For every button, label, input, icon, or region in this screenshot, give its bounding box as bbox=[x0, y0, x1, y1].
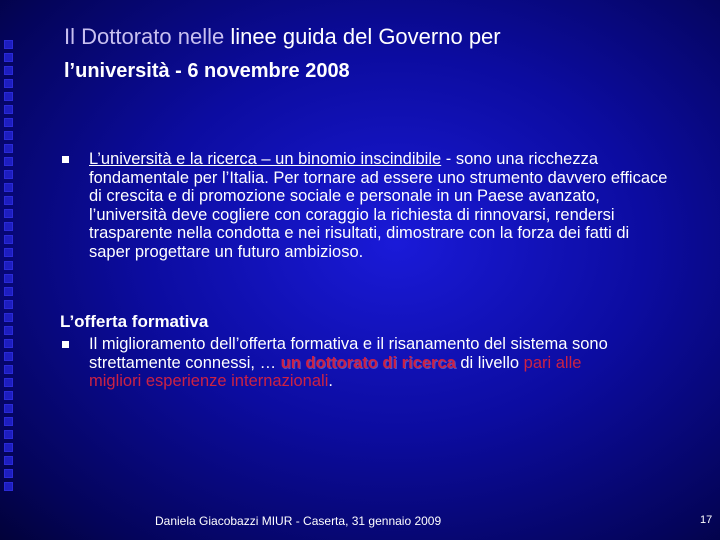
bullet-square-icon bbox=[62, 156, 69, 163]
title-part-1: Il Dottorato nelle bbox=[64, 24, 225, 49]
decorative-square-column bbox=[4, 40, 20, 510]
paragraph-1 bbox=[89, 150, 669, 262]
paragraph-2-part2: di livello bbox=[455, 353, 524, 372]
slide-subtitle: l’università - 6 novembre 2008 bbox=[64, 60, 350, 82]
paragraph-2 bbox=[89, 335, 609, 391]
paragraph-1-body: - sono una ricchezza fondamentale per l’Italia. Per tornare ad essere uno strumento davvero efficace di crescita e di promozione sociale e personale in un Paese avanzato, l’università deve cogliere con coraggio la richiesta di rinnovarsi, rendersi trasparente nella condotta e nei risultati, dimostrare con la forza dei fatti di saper progettare un futuro ambizioso. bbox=[89, 150, 668, 261]
slide-title bbox=[64, 24, 684, 50]
page-number: 17 bbox=[700, 514, 713, 526]
title-part-2: linee guida del Governo per bbox=[224, 24, 501, 49]
paragraph-2-highlight-1: un dottorato di ricerca bbox=[280, 353, 456, 372]
section-heading: L’offerta formativa bbox=[60, 312, 209, 331]
paragraph-1-underlined: L’università e la ricerca – un binomio inscindibile bbox=[89, 150, 442, 168]
paragraph-2-part1: Il miglioramento dell’offerta formativa e il risanamento del sistema sono strettamente connessi, … bbox=[89, 335, 608, 372]
paragraph-2-part3: . bbox=[328, 372, 333, 391]
paragraph-2-highlight-2: pari alle migliori esperienze internazionali bbox=[89, 353, 582, 391]
bullet-square-icon bbox=[62, 341, 69, 348]
slide-footer: Daniela Giacobazzi MIUR - Caserta, 31 gennaio 2009 bbox=[155, 514, 442, 528]
